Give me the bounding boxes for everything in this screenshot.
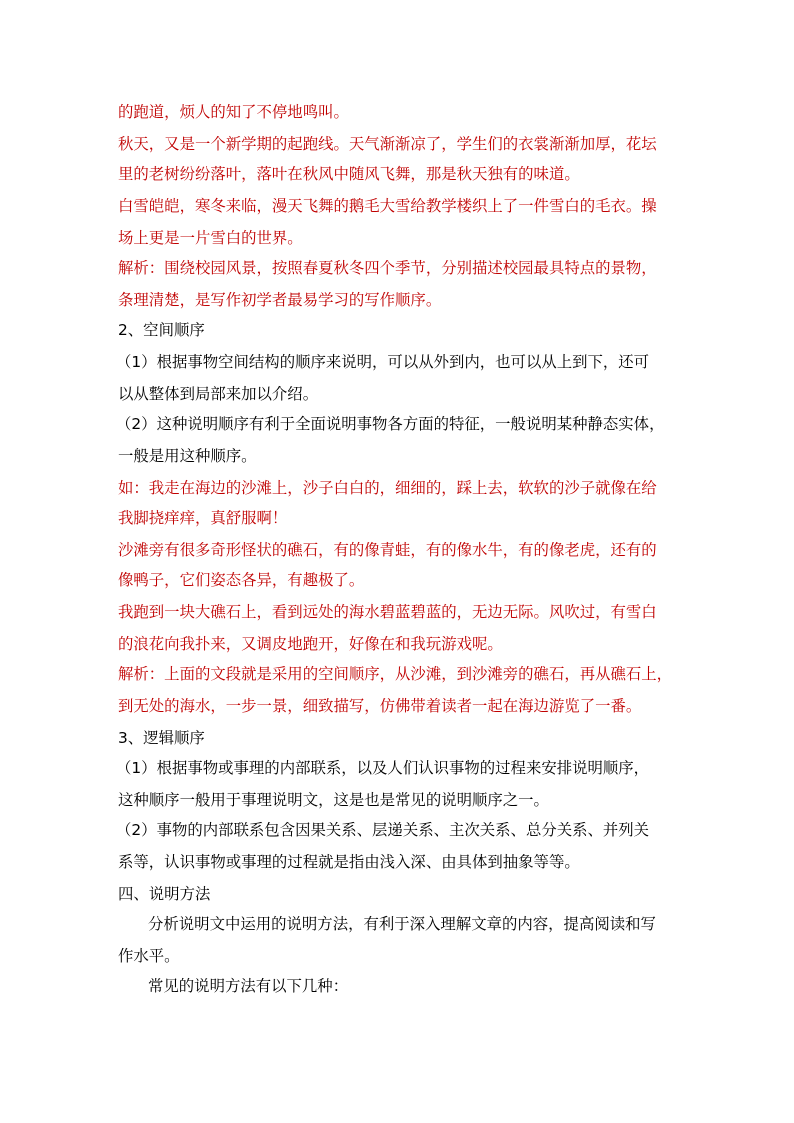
text-line: 作水平。 [118,947,180,965]
text-line: 一般是用这种顺序。 [118,447,257,465]
section-heading: 2、空间顺序 [118,321,205,339]
text-line: 秋天，又是一个新学期的起跑线。天气渐渐凉了，学生们的衣裳渐渐加厚，花坛 [118,135,657,153]
analysis-line: 到无处的海水，一步一景，细致描写，仿佛带着读者一起在海边游览了一番。 [118,697,642,715]
example-line: 我跑到一块大礁石上，看到远处的海水碧蓝碧蓝的，无边无际。风吹过，有雪白 [118,603,657,621]
text-line: 这种顺序一般用于事理说明文，这是也是常见的说明顺序之一。 [118,791,549,809]
text-line: 白雪皑皑，寒冬来临，漫天飞舞的鹅毛大雪给教学楼织上了一件雪白的毛衣。操 [118,197,657,215]
section-heading: 3、逻辑顺序 [118,729,205,747]
text-line: 的跑道，烦人的知了不停地鸣叫。 [118,103,349,121]
analysis-line: 解析：围绕校园风景，按照春夏秋冬四个季节，分别描述校园最具特点的景物， [118,259,657,277]
example-line: 沙滩旁有很多奇形怪状的礁石，有的像青蛙，有的像水牛，有的像老虎，还有的 [118,541,657,559]
text-line: （1）根据事物空间结构的顺序来说明，可以从外到内，也可以从上到下，还可 [116,353,650,371]
section-heading: 四、说明方法 [118,885,211,903]
text-line: 里的老树纷纷落叶，落叶在秋风中随风飞舞，那是秋天独有的味道。 [118,165,580,183]
analysis-line: 条理清楚，是写作初学者最易学习的写作顺序。 [118,291,442,309]
text-line: 常见的说明方法有以下几种： [148,977,349,995]
example-line: 如：我走在海边的沙滩上，沙子白白的，细细的，踩上去，软软的沙子就像在给 [118,479,657,497]
example-line: 像鸭子，它们姿态各异，有趣极了。 [118,571,365,589]
text-line: 场上更是一片雪白的世界。 [118,229,303,247]
example-line: 我脚挠痒痒，真舒服啊！ [118,509,288,527]
text-line: 系等，认识事物或事理的过程就是指由浅入深、由具体到抽象等等。 [118,853,580,871]
example-line: 的浪花向我扑来，又调皮地跑开，好像在和我玩游戏呢。 [118,635,503,653]
analysis-line: 解析：上面的文段就是采用的空间顺序，从沙滩，到沙滩旁的礁石，再从礁石上， [118,665,673,683]
text-line: （2）这种说明顺序有利于全面说明事物各方面的特征，一般说明某种静态实体， [116,415,665,433]
text-line: 以从整体到局部来加以介绍。 [118,385,319,403]
text-line: 分析说明文中运用的说明方法，有利于深入理解文章的内容，提高阅读和写 [148,915,656,933]
text-line: （1）根据事物或事理的内部联系，以及人们认识事物的过程来安排说明顺序， [116,759,650,777]
text-line: （2）事物的内部联系包含因果关系、层递关系、主次关系、总分关系、并列关 [116,821,650,839]
